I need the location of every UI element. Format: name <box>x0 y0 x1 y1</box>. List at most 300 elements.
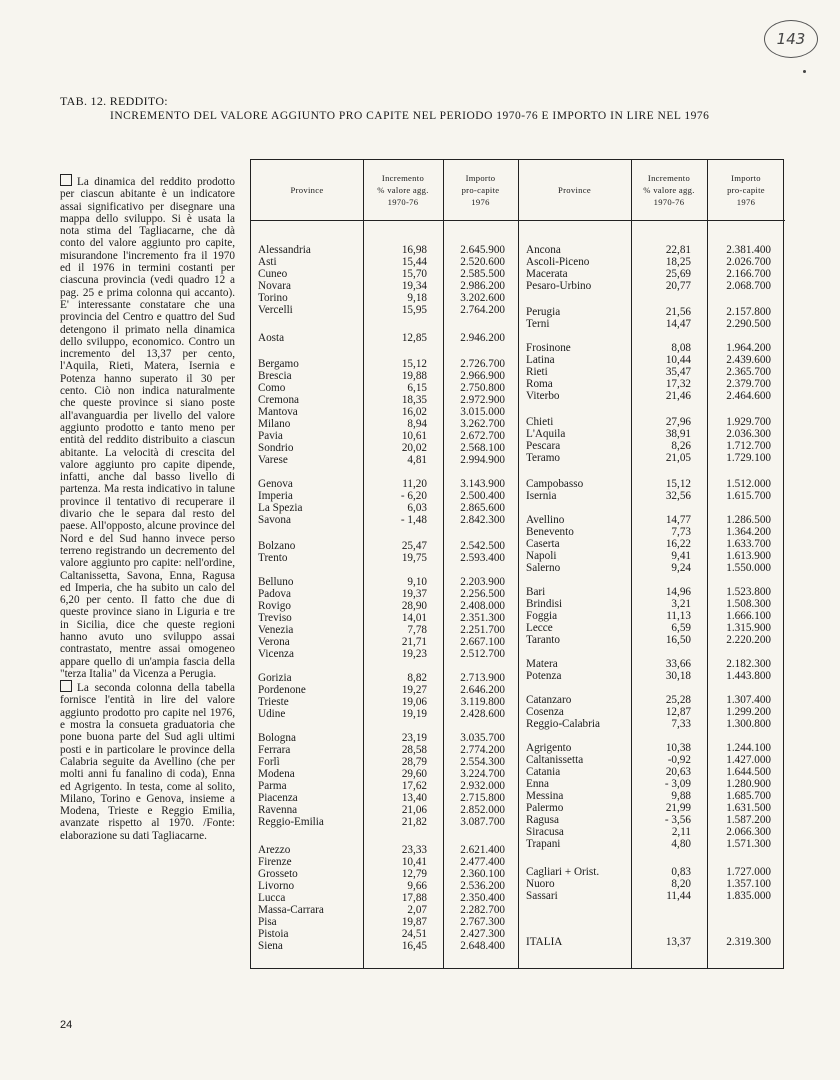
province-name: Vercelli <box>258 304 293 316</box>
increment-value: 13,40 <box>401 792 427 804</box>
table-row <box>251 778 785 790</box>
increment-value: 19,37 <box>401 588 427 600</box>
increment-value: 30,18 <box>665 670 691 682</box>
increment-value: 9,88 <box>671 790 691 802</box>
increment-value: 14,01 <box>401 612 427 624</box>
amount-value: 2.500.400 <box>460 490 505 502</box>
amount-value: 1.615.700 <box>726 490 771 502</box>
amount-value: 2.852.000 <box>460 804 505 816</box>
table-row <box>251 936 785 948</box>
increment-value: 19,19 <box>401 708 427 720</box>
amount-value: 2.713.900 <box>460 672 505 684</box>
increment-value: 2,11 <box>671 826 691 838</box>
commentary-text-2: La seconda colonna della tabella fornisce l'entità in lire del valore aggiunto prodotto pro capite nel 1976, e mostra la consueta graduatoria che pone buona parte del Sud agli ultimi posti e in particolare le province della Calabria seguite da Avellino (che per molti anni fu fanalino di coda), Enna ed Agrigento. In testa, come al solito, Milano, Torino e Genova, insieme a Modena, Trieste e Reggio Emilia, avanzate rispetto al 1970. /Fonte: elaborazione su dati Tagliacarne. <box>60 682 235 842</box>
header-increment-right: Incremento % valore agg. 1970-76 <box>643 173 695 207</box>
province-name: Ancona <box>526 244 561 256</box>
province-name: Savona <box>258 514 291 526</box>
increment-value: 16,50 <box>665 634 691 646</box>
increment-value: 3,21 <box>671 598 691 610</box>
province-name: Latina <box>526 354 555 366</box>
square-bullet-icon <box>60 174 72 186</box>
increment-value: 8,82 <box>407 672 427 684</box>
amount-value: 2.068.700 <box>726 280 771 292</box>
increment-value: -0,92 <box>667 754 691 766</box>
increment-value: 38,91 <box>665 428 691 440</box>
amount-value: 1.427.000 <box>726 754 771 766</box>
province-name: Udine <box>258 708 286 720</box>
province-name: Palermo <box>526 802 564 814</box>
province-name: Venezia <box>258 624 294 636</box>
table-row <box>251 318 785 330</box>
amount-value: 1.964.200 <box>726 342 771 354</box>
province-name: Potenza <box>526 670 562 682</box>
table-row <box>251 610 785 622</box>
province-name: Catania <box>526 766 561 778</box>
amount-value: 1.727.000 <box>726 866 771 878</box>
increment-value: 22,81 <box>665 244 691 256</box>
amount-value: 1.613.900 <box>726 550 771 562</box>
amount-value: 2.066.300 <box>726 826 771 838</box>
province-name: Campobasso <box>526 478 584 490</box>
amount-value: 2.767.300 <box>460 916 505 928</box>
province-name: Trieste <box>258 696 289 708</box>
increment-value: 21,56 <box>665 306 691 318</box>
province-name: Rovigo <box>258 600 291 612</box>
amount-value: 1.300.800 <box>726 718 771 730</box>
province-name: Siracusa <box>526 826 564 838</box>
amount-value: 2.365.700 <box>726 366 771 378</box>
amount-value: 2.351.300 <box>460 612 505 624</box>
increment-value: 15,44 <box>401 256 427 268</box>
increment-value: 16,22 <box>665 538 691 550</box>
amount-value: 1.666.100 <box>726 610 771 622</box>
amount-value: 2.428.600 <box>460 708 505 720</box>
amount-value: 2.282.700 <box>460 904 505 916</box>
table-row <box>251 342 785 354</box>
header-province-right: Province <box>558 185 591 195</box>
increment-value: 20,63 <box>665 766 691 778</box>
amount-value: 1.443.800 <box>726 670 771 682</box>
increment-value: 28,58 <box>401 744 427 756</box>
increment-value: 18,35 <box>401 394 427 406</box>
table-row <box>251 802 785 814</box>
table-row <box>251 826 785 838</box>
amount-value: 3.224.700 <box>460 768 505 780</box>
amount-value: 1.631.500 <box>726 802 771 814</box>
province-name: Isernia <box>526 490 557 502</box>
amount-value: 2.994.900 <box>460 454 505 466</box>
increment-value: 7,33 <box>671 718 691 730</box>
province-name: Sondrio <box>258 442 294 454</box>
province-name: Perugia <box>526 306 561 318</box>
province-name: Chieti <box>526 416 554 428</box>
increment-value: 8,26 <box>671 440 691 452</box>
amount-value: 2.350.400 <box>460 892 505 904</box>
province-name: Trapani <box>526 838 561 850</box>
increment-value: 14,47 <box>665 318 691 330</box>
table-row <box>251 550 785 562</box>
amount-value: 3.015.000 <box>460 406 505 418</box>
amount-value: 2.360.100 <box>460 868 505 880</box>
province-name: Nuoro <box>526 878 555 890</box>
ink-dot <box>803 70 806 73</box>
header-amount-right: Importo pro-capite 1976 <box>727 173 765 207</box>
increment-value: 21,82 <box>401 816 427 828</box>
increment-value: 21,99 <box>665 802 691 814</box>
table-row <box>251 634 785 646</box>
province-name: Pescara <box>526 440 561 452</box>
amount-value: 2.036.300 <box>726 428 771 440</box>
amount-value: 1.633.700 <box>726 538 771 550</box>
province-name: Cuneo <box>258 268 288 280</box>
province-name: Parma <box>258 780 287 792</box>
table-row <box>251 390 785 402</box>
amount-value: 3.087.700 <box>460 816 505 828</box>
increment-value: 19,34 <box>401 280 427 292</box>
province-name: Forlì <box>258 756 280 768</box>
amount-value: 1.315.900 <box>726 622 771 634</box>
province-name: Ravenna <box>258 804 298 816</box>
province-name: Imperia <box>258 490 293 502</box>
increment-value: 33,66 <box>665 658 691 670</box>
province-name: Sassari <box>526 890 558 902</box>
increment-value: 12,79 <box>401 868 427 880</box>
increment-value: 15,95 <box>401 304 427 316</box>
province-name: Macerata <box>526 268 568 280</box>
province-name: Pavia <box>258 430 283 442</box>
increment-value: 14,77 <box>665 514 691 526</box>
table-row <box>251 878 785 890</box>
table-row <box>251 766 785 778</box>
amount-value: 2.536.200 <box>460 880 505 892</box>
province-name: Novara <box>258 280 291 292</box>
amount-value: 2.542.500 <box>460 540 505 552</box>
header-rule <box>443 220 518 221</box>
increment-value: 10,38 <box>665 742 691 754</box>
increment-value: 10,61 <box>401 430 427 442</box>
amount-value: 2.646.200 <box>460 684 505 696</box>
amount-value: 2.593.400 <box>460 552 505 564</box>
increment-value: 28,79 <box>401 756 427 768</box>
square-bullet-icon <box>60 680 72 692</box>
commentary-paragraph-1 <box>60 174 235 680</box>
province-name: Como <box>258 382 286 394</box>
table-row <box>251 244 785 256</box>
province-name: Avellino <box>526 514 565 526</box>
province-name: Torino <box>258 292 288 304</box>
amount-value: 2.220.200 <box>726 634 771 646</box>
amount-value: 2.512.700 <box>460 648 505 660</box>
amount-value: 2.667.100 <box>460 636 505 648</box>
increment-value: 7,78 <box>407 624 427 636</box>
amount-value: 2.439.600 <box>726 354 771 366</box>
province-name: Milano <box>258 418 291 430</box>
province-name: Ragusa <box>526 814 559 826</box>
increment-value: 29,60 <box>401 768 427 780</box>
increment-value: 24,51 <box>401 928 427 940</box>
province-name: Caserta <box>526 538 560 550</box>
header-rule <box>363 220 443 221</box>
amount-value: 2.464.600 <box>726 390 771 402</box>
amount-value: 2.520.600 <box>460 256 505 268</box>
increment-value: 10,41 <box>401 856 427 868</box>
table-row <box>251 268 785 280</box>
table-row <box>251 598 785 610</box>
header-rule <box>707 220 785 221</box>
amount-value: 2.408.000 <box>460 600 505 612</box>
table-row <box>251 562 785 574</box>
amount-value: 1.929.700 <box>726 416 771 428</box>
increment-value: 23,19 <box>401 732 427 744</box>
increment-value: 11,13 <box>666 610 691 622</box>
increment-value: - 3,09 <box>664 778 691 790</box>
province-name: Varese <box>258 454 288 466</box>
province-name: Modena <box>258 768 295 780</box>
table-title: INCREMENTO DEL VALORE AGGIUNTO PRO CAPITE NEL PERIODO 1970-76 E IMPORTO IN LIRE NEL 1976 <box>110 110 710 122</box>
province-name: Cosenza <box>526 706 564 718</box>
increment-value: 15,70 <box>401 268 427 280</box>
province-name: Reggio-Calabria <box>526 718 600 730</box>
amount-value: 1.550.000 <box>726 562 771 574</box>
province-name: Pesaro-Urbino <box>526 280 592 292</box>
province-name: Roma <box>526 378 553 390</box>
province-name: Agrigento <box>526 742 572 754</box>
province-name: Pisa <box>258 916 277 928</box>
table-label: TAB. 12. REDDITO: <box>60 94 168 108</box>
amount-value: 2.932.000 <box>460 780 505 792</box>
province-name: Caltanissetta <box>526 754 584 766</box>
amount-value: 2.621.400 <box>460 844 505 856</box>
table-row <box>251 452 785 464</box>
province-name: Livorno <box>258 880 295 892</box>
increment-value: 20,02 <box>401 442 427 454</box>
increment-value: 32,56 <box>665 490 691 502</box>
table-row <box>251 670 785 682</box>
amount-value: 2.750.800 <box>460 382 505 394</box>
increment-value: 18,25 <box>665 256 691 268</box>
increment-value: 20,77 <box>665 280 691 292</box>
table-row <box>251 694 785 706</box>
amount-value: 1.729.100 <box>726 452 771 464</box>
table-row <box>251 866 785 878</box>
increment-value: 8,94 <box>407 418 427 430</box>
amount-value: 2.427.300 <box>460 928 505 940</box>
increment-value: 9,24 <box>671 562 691 574</box>
table-row <box>251 378 785 390</box>
amount-value: 2.672.700 <box>460 430 505 442</box>
table-row <box>251 490 785 502</box>
increment-value: 16,02 <box>401 406 427 418</box>
table-row <box>251 428 785 440</box>
province-name: Ascoli-Piceno <box>526 256 590 268</box>
amount-value: 1.244.100 <box>726 742 771 754</box>
increment-value: 9,18 <box>407 292 427 304</box>
amount-value: 2.251.700 <box>460 624 505 636</box>
increment-value: 12,85 <box>401 332 427 344</box>
province-name: Taranto <box>526 634 561 646</box>
table-row <box>251 306 785 318</box>
province-name: Pordenone <box>258 684 306 696</box>
increment-value: 25,69 <box>665 268 691 280</box>
province-name: Rieti <box>526 366 548 378</box>
province-name: Padova <box>258 588 291 600</box>
amount-value: 2.726.700 <box>460 358 505 370</box>
province-name: Alessandria <box>258 244 311 256</box>
increment-value: 6,15 <box>407 382 427 394</box>
table-row <box>251 514 785 526</box>
increment-value: 28,90 <box>401 600 427 612</box>
amount-value: 2.648.400 <box>460 940 505 952</box>
page-number: 24 <box>60 1019 73 1031</box>
amount-value: 2.842.300 <box>460 514 505 526</box>
table-row <box>251 280 785 292</box>
amount-value: 2.715.800 <box>460 792 505 804</box>
province-name: Verona <box>258 636 290 648</box>
province-name: Cremona <box>258 394 300 406</box>
header-rule <box>518 220 631 221</box>
amount-value: 3.119.800 <box>460 696 505 708</box>
amount-value: 1.512.000 <box>726 478 771 490</box>
province-name: Piacenza <box>258 792 298 804</box>
increment-value: 19,06 <box>401 696 427 708</box>
province-name: Bologna <box>258 732 296 744</box>
province-name: Viterbo <box>526 390 560 402</box>
header-rule <box>251 220 363 221</box>
increment-value: 19,75 <box>401 552 427 564</box>
table-row <box>251 658 785 670</box>
province-name: Messina <box>526 790 564 802</box>
amount-value: 3.262.700 <box>460 418 505 430</box>
amount-value: 2.182.300 <box>726 658 771 670</box>
increment-value: 25,28 <box>665 694 691 706</box>
amount-value: 2.585.500 <box>460 268 505 280</box>
increment-value: 19,27 <box>401 684 427 696</box>
province-name: Napoli <box>526 550 557 562</box>
province-name: Pistoia <box>258 928 289 940</box>
increment-value: - 3,56 <box>664 814 691 826</box>
province-name: Frosinone <box>526 342 571 354</box>
header-increment-left: Incremento % valore agg. 1970-76 <box>377 173 429 207</box>
commentary-text-1: La dinamica del reddito prodotto per ciascun abitante è un indicatore assai significativo per disegnare una mappa dello sviluppo. Si è usata la nota stima del Tagliacarne, che dà conto del valore aggiunto pro capite, misurandone l'incremento fra il 1970 ed il 1976 in termini costanti per ciascuna provincia (vedi quadro 12 a pag. 25 e prima colonna qui accanto). E' interessante constatare che una provincia del Centro e quattro del Sud detengono il primato nella dinamica dello sviluppo, economico. Contro un incremento del 13,37 per cento, l'Aquila, Rieti, Matera, Isernia e Potenza hanno superato il 30 per cento. Ciò non indica naturalmente che queste province si siano poste all'avanguardia per livello del valore aggiunto prodotto e tanto meno per entità del reddito distribuito a ciascun abitante. La velocità di crescita del valore aggiunto pro capite dipende, infatti, anche dal basso livello di partenza. Ma resta indicativo in talune province il tentativo di recuperare il divario che le separa dal resto del paese. All'opposto, alcune province del Nord e del Sud hanno invece perso terreno registrando un decremento del valore aggiunto pro capite: nell'ordine, Caltanissetta, Savona, Enna, Ragusa ed Imperia, che ha subito un calo del 6,20 per cento. Il fatto che due di queste province siano in Liguria e tre in Sicilia, dice che queste regioni hanno avuto uno sviluppo assai contrastato, mentre assai omogeneo appare quello di un'ampia fascia della "terza Italia" da Vicenza a Perugia. <box>60 176 235 680</box>
amount-value: 3.035.700 <box>460 732 505 744</box>
increment-value: 11,44 <box>666 890 691 902</box>
province-name: Vicenza <box>258 648 294 660</box>
increment-value: 25,47 <box>401 540 427 552</box>
amount-value: 1.685.700 <box>726 790 771 802</box>
province-name: Salerno <box>526 562 561 574</box>
province-name: Bari <box>526 586 546 598</box>
increment-value: 19,87 <box>401 916 427 928</box>
amount-value: 2.477.400 <box>460 856 505 868</box>
increment-value: 6,59 <box>671 622 691 634</box>
increment-value: 27,96 <box>665 416 691 428</box>
increment-value: 12,87 <box>665 706 691 718</box>
amount-value: 3.202.600 <box>460 292 505 304</box>
amount-value: 2.554.300 <box>460 756 505 768</box>
increment-value: 14,96 <box>665 586 691 598</box>
province-name: La Spezia <box>258 502 303 514</box>
province-name: Aosta <box>258 332 285 344</box>
table-row <box>251 814 785 826</box>
table-row <box>251 586 785 598</box>
amount-value: 2.568.100 <box>460 442 505 454</box>
province-name: Cagliari + Orist. <box>526 866 600 878</box>
table-row <box>251 904 785 916</box>
amount-value: 1.299.200 <box>726 706 771 718</box>
amount-value: 2.256.500 <box>460 588 505 600</box>
amount-value: 1.508.300 <box>726 598 771 610</box>
header-province-left: Province <box>290 185 324 195</box>
table-row <box>251 526 785 538</box>
table-row <box>251 838 785 850</box>
amount-value: 2.865.600 <box>460 502 505 514</box>
table-row <box>251 416 785 428</box>
increment-value: 17,88 <box>401 892 427 904</box>
amount-value: 2.645.900 <box>460 244 505 256</box>
amount-value: 1.286.500 <box>726 514 771 526</box>
amount-value: 2.203.900 <box>460 576 505 588</box>
increment-value: 16,45 <box>401 940 427 952</box>
province-name: Belluno <box>258 576 294 588</box>
amount-value: 1.357.100 <box>726 878 771 890</box>
amount-value: 1.571.300 <box>726 838 771 850</box>
increment-value: 19,88 <box>401 370 427 382</box>
table-row <box>251 916 785 928</box>
increment-value: 23,33 <box>401 844 427 856</box>
table-row <box>251 790 785 802</box>
increment-value: 4,80 <box>671 838 691 850</box>
table-row <box>251 622 785 634</box>
increment-value: 8,20 <box>671 878 691 890</box>
province-name: Arezzo <box>258 844 291 856</box>
province-name: Benevento <box>526 526 574 538</box>
amount-value: 2.166.700 <box>726 268 771 280</box>
province-name: Matera <box>526 658 558 670</box>
header-amount-left: Importo pro-capite 1976 <box>461 173 500 207</box>
table-row <box>251 718 785 730</box>
amount-value: 1.364.200 <box>726 526 771 538</box>
increment-value: 19,23 <box>401 648 427 660</box>
table-row <box>251 502 785 514</box>
province-name: L'Aquila <box>526 428 566 440</box>
province-name: Massa-Carrara <box>258 904 324 916</box>
table-row <box>251 366 785 378</box>
amount-value: 3.143.900 <box>460 478 505 490</box>
increment-value: 15,12 <box>665 478 691 490</box>
increment-value: 17,32 <box>665 378 691 390</box>
province-name: Trento <box>258 552 288 564</box>
amount-value: 2.381.400 <box>726 244 771 256</box>
increment-value: 7,73 <box>671 526 691 538</box>
increment-value: 0,83 <box>671 866 691 878</box>
amount-value: 2.379.700 <box>726 378 771 390</box>
amount-value: 1.644.500 <box>726 766 771 778</box>
amount-value: 1.587.200 <box>726 814 771 826</box>
province-name: Brindisi <box>526 598 563 610</box>
increment-value: - 1,48 <box>400 514 427 526</box>
amount-value: 2.157.800 <box>726 306 771 318</box>
table-row <box>251 292 785 304</box>
amount-value: 2.764.200 <box>460 304 505 316</box>
amount-value: 1.712.700 <box>726 440 771 452</box>
increment-value: 15,12 <box>401 358 427 370</box>
amount-value: 2.319.300 <box>726 936 771 948</box>
commentary-paragraph-2 <box>60 680 235 842</box>
province-name: Siena <box>258 940 283 952</box>
province-name: Teramo <box>526 452 561 464</box>
province-name: Bolzano <box>258 540 296 552</box>
province-name: Lucca <box>258 892 286 904</box>
